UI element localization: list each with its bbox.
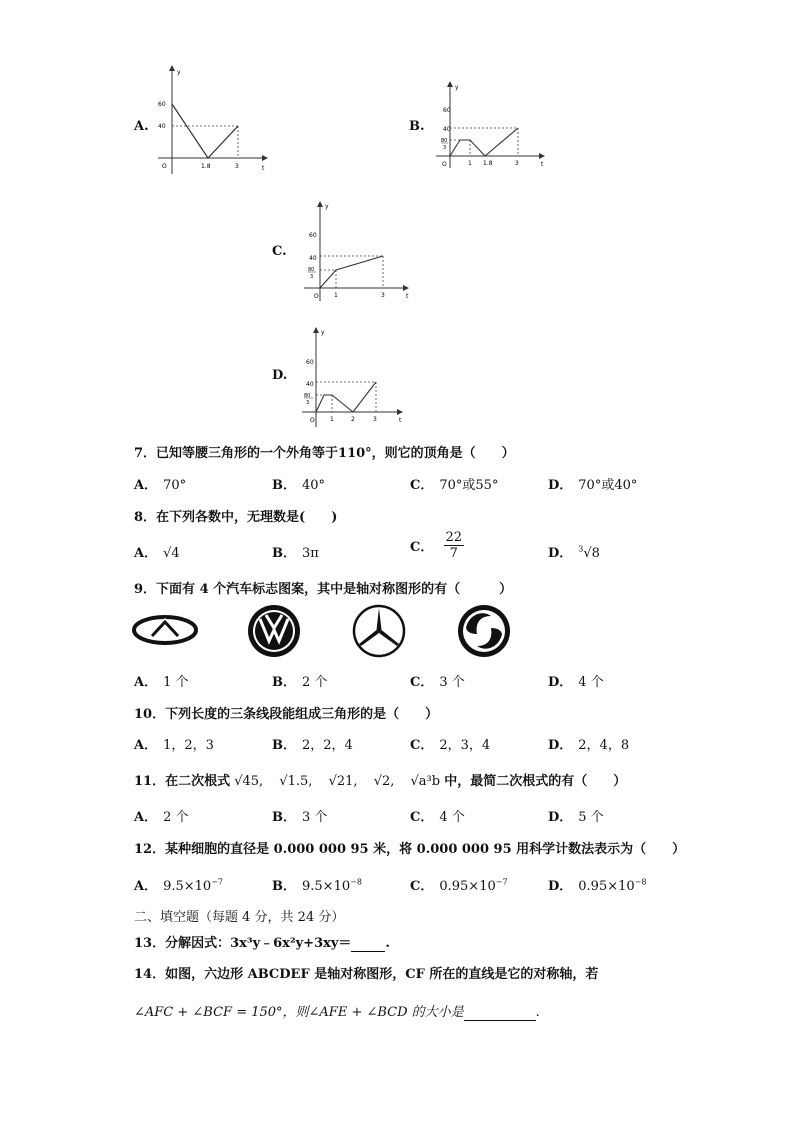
question-7-option-d[interactable]: D． 70°或40° bbox=[548, 478, 638, 493]
question-10-option-a[interactable]: A． 1，2，3 bbox=[134, 738, 214, 753]
question-12-option-b[interactable]: B． $9.5\times 10^{-8}$ bbox=[272, 877, 362, 894]
volkswagen-logo bbox=[247, 604, 301, 658]
svg-text:3: 3 bbox=[381, 292, 385, 299]
question-12-option-a[interactable]: A． $9.5\times 10^{-7}$ bbox=[134, 877, 223, 894]
option-d-label: D. bbox=[272, 368, 288, 383]
question-7-stem: 7．已知等腰三角形的一个外角等于110°，则它的顶角是（ ） bbox=[134, 446, 515, 461]
svg-text:1.8: 1.8 bbox=[201, 163, 211, 170]
option-c-label: C. bbox=[272, 244, 287, 259]
question-11-option-b[interactable]: B． 3 个 bbox=[272, 810, 328, 825]
svg-text:1: 1 bbox=[468, 160, 472, 167]
svg-text:40: 40 bbox=[309, 255, 317, 262]
answer-blank-14[interactable] bbox=[464, 1005, 536, 1021]
graph-b bbox=[430, 80, 550, 174]
question-7-option-b[interactable]: B． 40° bbox=[272, 478, 326, 493]
option-b-label: B. bbox=[409, 119, 425, 134]
svg-text:3: 3 bbox=[306, 400, 310, 406]
graph-c bbox=[298, 198, 418, 307]
radical-a3b: √a³b bbox=[410, 774, 441, 789]
question-7-option-c[interactable]: C． 70°或55° bbox=[410, 478, 499, 493]
radical-21: √21, bbox=[328, 774, 358, 789]
svg-text:3: 3 bbox=[515, 160, 519, 167]
fraction-22-7: $\frac{22}{7}$ bbox=[445, 530, 463, 561]
svg-text:3: 3 bbox=[310, 274, 314, 280]
svg-text:t: t bbox=[541, 161, 544, 168]
graph-d bbox=[298, 324, 408, 433]
svg-text:40: 40 bbox=[306, 381, 314, 388]
question-9-option-c[interactable]: C． 3 个 bbox=[410, 675, 465, 690]
question-8-stem: 8．在下列各数中，无理数是( ) bbox=[134, 510, 338, 525]
svg-text:80: 80 bbox=[304, 393, 311, 399]
question-11-stem: 11．在二次根式 √45, √1.5, √21, √2, √a³b 中，最简二次根式的有（ ） bbox=[134, 774, 627, 789]
svg-text:y: y bbox=[321, 329, 325, 336]
section-heading-fill-in: 二、填空题（每题 4 分，共 24 分） bbox=[134, 910, 345, 925]
svg-text:80: 80 bbox=[308, 267, 315, 273]
svg-text:60: 60 bbox=[443, 107, 451, 114]
mercedes-logo bbox=[352, 604, 406, 658]
question-11-option-a[interactable]: A． 2 个 bbox=[134, 810, 189, 825]
svg-text:3: 3 bbox=[235, 163, 239, 170]
question-10-option-d[interactable]: D． 2，4，8 bbox=[548, 738, 630, 753]
svg-text:1: 1 bbox=[330, 416, 334, 423]
svg-text:80: 80 bbox=[441, 138, 448, 144]
question-12-option-d[interactable]: D． $0.95\times 10^{-8}$ bbox=[548, 877, 647, 894]
radical-2: √2, bbox=[373, 774, 395, 789]
svg-text:40: 40 bbox=[443, 126, 451, 133]
question-12-stem: 12．某种细胞的直径是 0.000 000 95 米，将 0.000 000 95 用科学计数法表示为（ ） bbox=[134, 842, 686, 857]
question-9-stem: 9．下面有 4 个汽车标志图案，其中是轴对称图形的有（ ） bbox=[134, 582, 513, 597]
svg-text:t: t bbox=[262, 165, 265, 172]
question-9-option-b[interactable]: B． 2 个 bbox=[272, 675, 328, 690]
question-10-stem: 10．下列长度的三条线段能组成三角形的是（ ） bbox=[134, 707, 439, 722]
question-7-option-a[interactable]: A． 70° bbox=[134, 478, 187, 493]
question-11-option-d[interactable]: D． 5 个 bbox=[548, 810, 604, 825]
svg-text:O: O bbox=[314, 293, 319, 300]
question-8-option-c[interactable]: C． $\frac{22}{7}$ bbox=[410, 530, 463, 561]
question-12-option-c[interactable]: C． $0.95\times 10^{-7}$ bbox=[410, 877, 508, 894]
dongfeng-logo bbox=[457, 604, 511, 658]
svg-text:t: t bbox=[399, 417, 402, 424]
graph-a bbox=[150, 62, 270, 186]
question-9-option-d[interactable]: D． 4 个 bbox=[548, 675, 604, 690]
svg-text:1: 1 bbox=[334, 292, 338, 299]
question-9-option-a[interactable]: A． 1 个 bbox=[134, 675, 189, 690]
svg-text:O: O bbox=[162, 163, 167, 170]
svg-text:t: t bbox=[406, 293, 409, 300]
question-8-option-d[interactable]: D． $^3$√8 bbox=[548, 544, 600, 561]
svg-text:1.8: 1.8 bbox=[483, 160, 493, 167]
svg-text:O: O bbox=[310, 417, 315, 424]
infiniti-logo bbox=[132, 612, 198, 648]
svg-text:3: 3 bbox=[443, 145, 447, 151]
question-8-option-b[interactable]: B． 3π bbox=[272, 546, 319, 561]
svg-text:y: y bbox=[325, 203, 329, 210]
question-10-option-b[interactable]: B． 2，2，4 bbox=[272, 738, 353, 753]
answer-blank-13[interactable] bbox=[351, 936, 385, 952]
question-14-line-1: 14．如图，六边形 ABCDEF 是轴对称图形，CF 所在的直线是它的对称轴，若 bbox=[134, 967, 599, 982]
question-8-option-a[interactable]: A． √4 bbox=[134, 546, 180, 561]
svg-text:3: 3 bbox=[373, 416, 377, 423]
radical-1-5: √1.5, bbox=[279, 774, 313, 789]
option-a-label: A. bbox=[134, 119, 149, 134]
question-11-option-c[interactable]: C． 4 个 bbox=[410, 810, 465, 825]
svg-text:O: O bbox=[442, 161, 447, 168]
svg-text:60: 60 bbox=[306, 359, 314, 366]
question-13: 13．分解因式：3x³y﹣6x²y+3xy＝ . bbox=[134, 936, 390, 951]
svg-text:60: 60 bbox=[158, 101, 166, 108]
svg-text:y: y bbox=[177, 69, 181, 76]
svg-text:2: 2 bbox=[351, 416, 355, 423]
radical-45: √45, bbox=[234, 774, 264, 789]
question-14-line-2: ∠AFC + ∠BCF = 150°，则∠AFE + ∠BCD 的大小是 . bbox=[134, 1005, 540, 1020]
svg-text:60: 60 bbox=[309, 232, 317, 239]
svg-text:40: 40 bbox=[158, 123, 166, 130]
svg-text:y: y bbox=[455, 84, 459, 91]
question-10-option-c[interactable]: C． 2，3，4 bbox=[410, 738, 491, 753]
